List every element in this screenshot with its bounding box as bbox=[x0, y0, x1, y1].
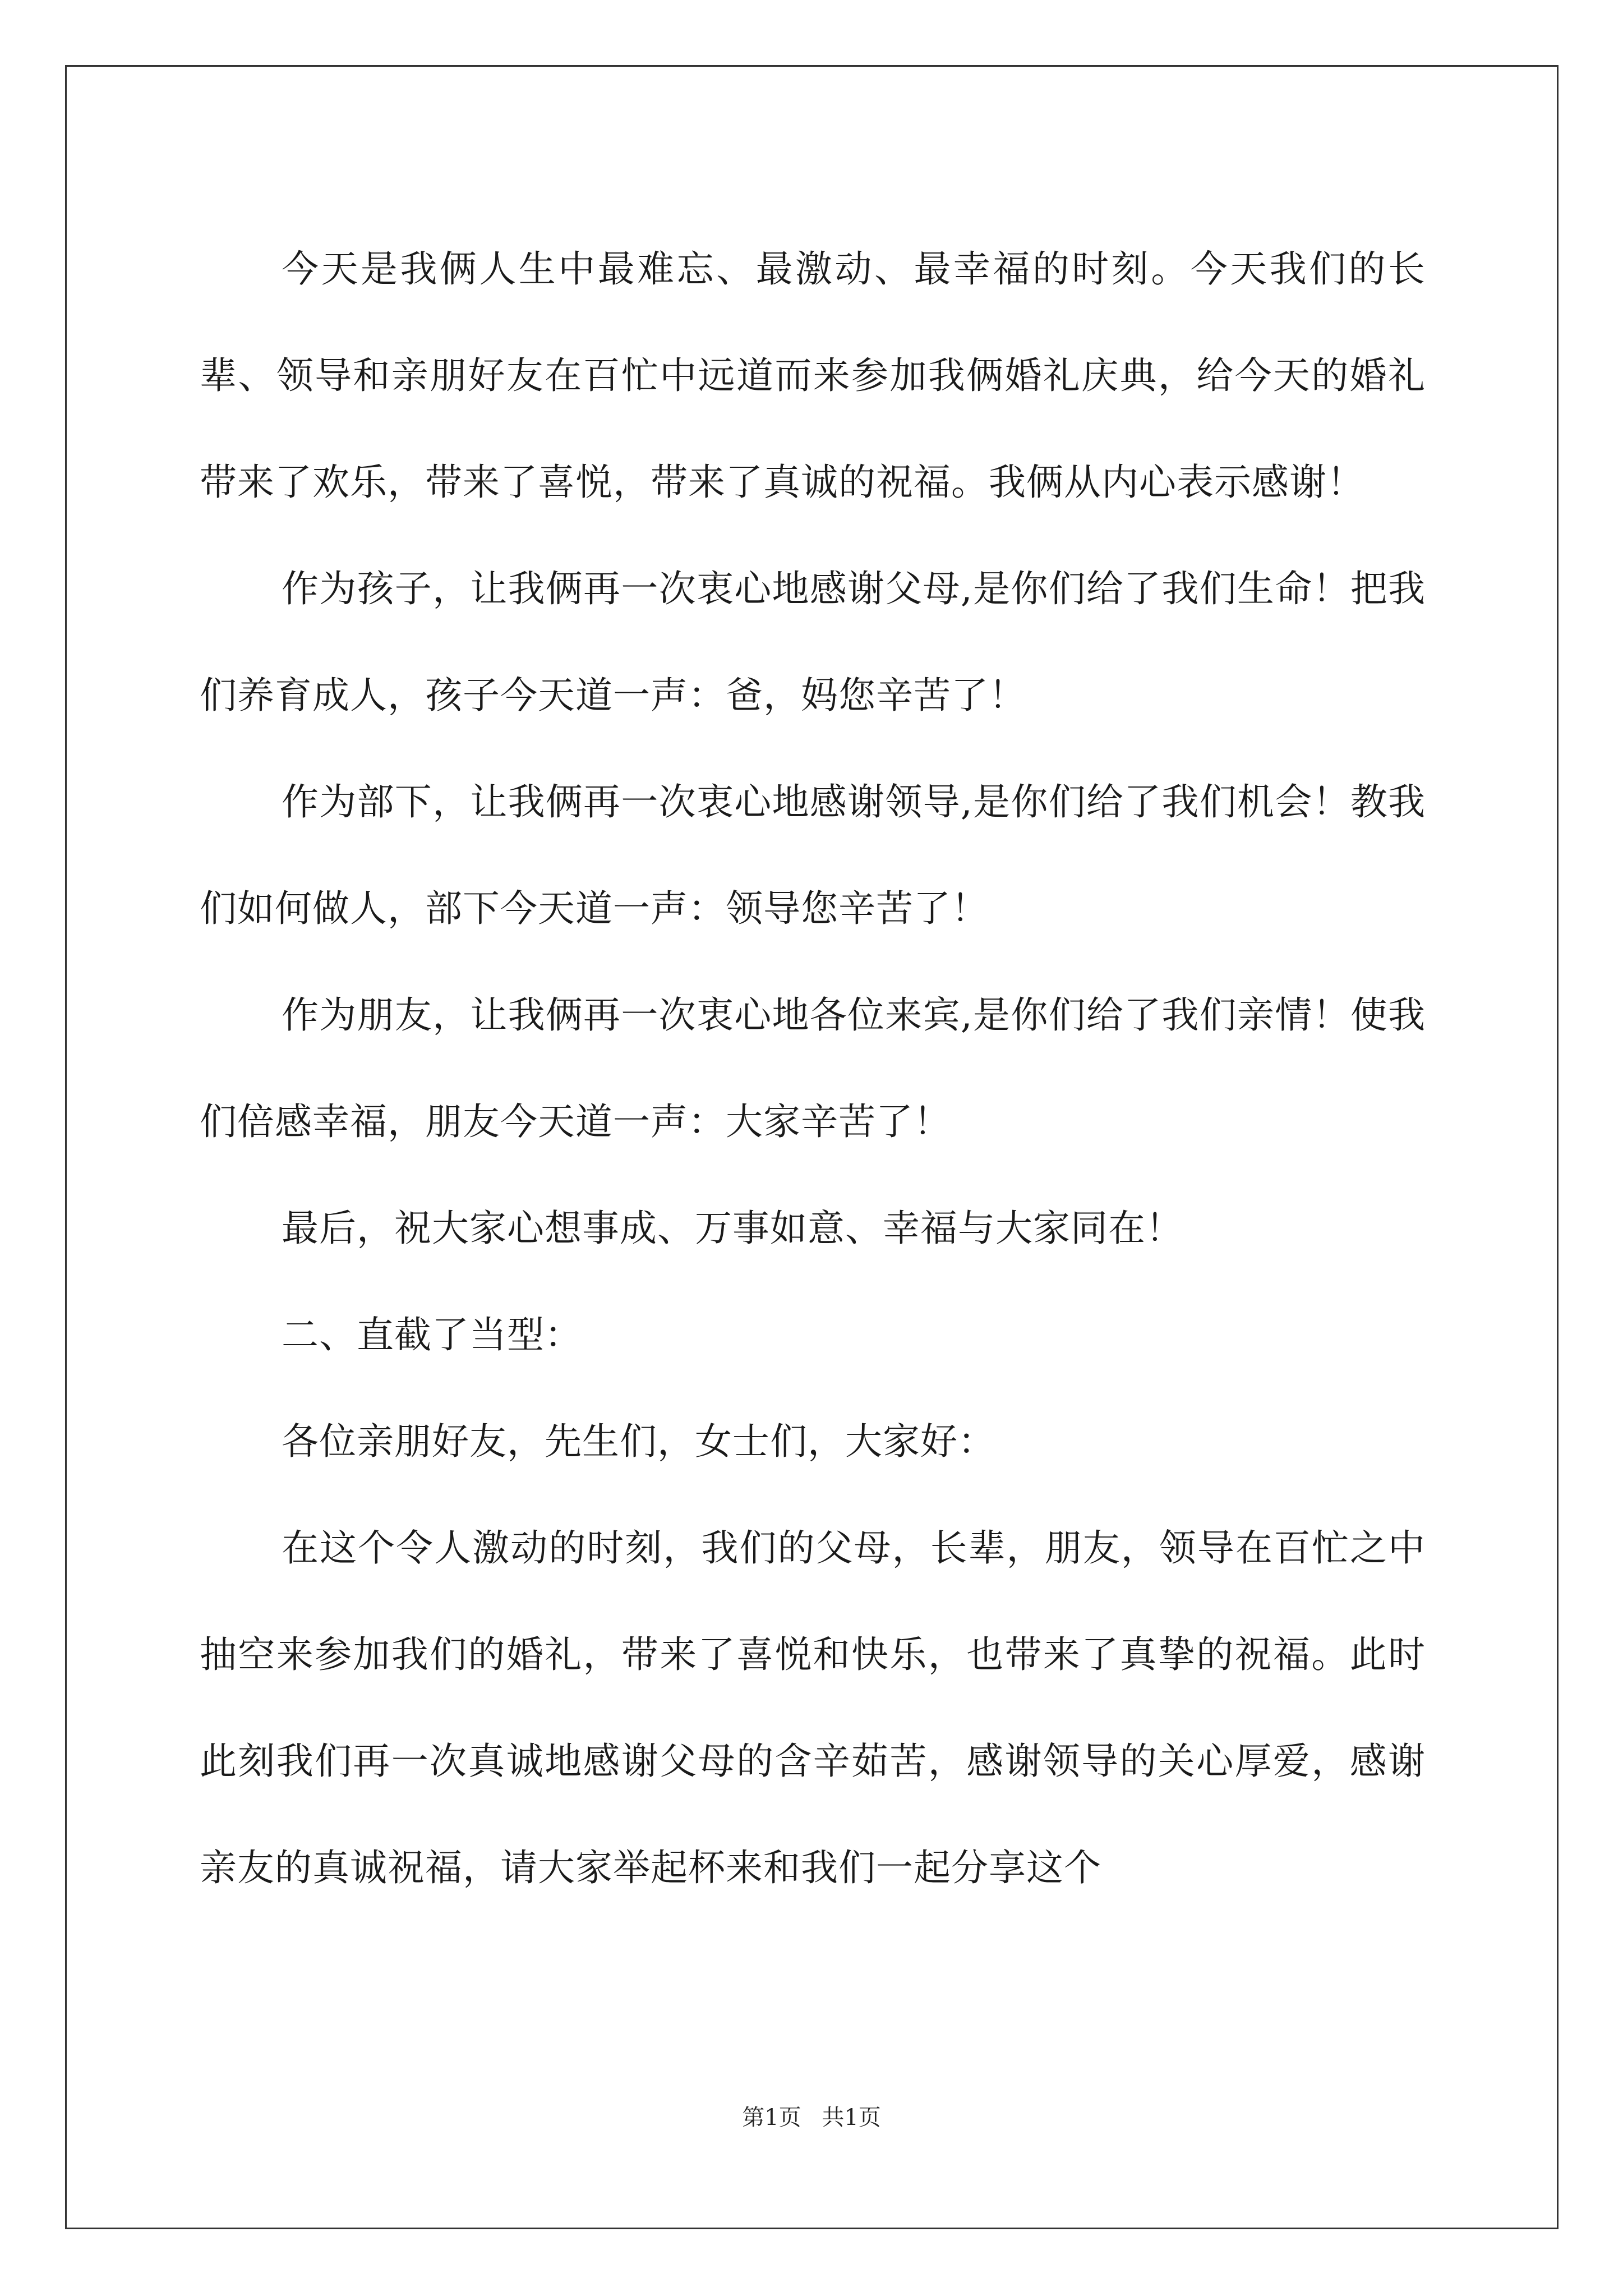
paragraph-8: 在这个令人激动的时刻，我们的父母，长辈，朋友，领导在百忙之中抽空来参加我们的婚礼，带来了喜悦和快乐，也带来了真挚的祝福。此时此刻我们再一次真诚地感谢父母的含辛茹苦，感谢领导的关心厚爱，感谢亲友的真诚祝福，请大家举起杯来和我们一起分享这个 bbox=[200, 1526, 1426, 1889]
paragraph-1: 今天是我俩人生中最难忘、最激动、最幸福的时刻。今天我们的长辈、领导和亲朋好友在百忙中远道而来参加我俩婚礼庆典，给今天的婚礼带来了欢乐，带来了喜悦，带来了真诚的祝福。我俩从内心表示感谢！ bbox=[200, 247, 1426, 504]
page-number: 第1页 bbox=[742, 2105, 801, 2131]
page-total: 共1页 bbox=[822, 2105, 881, 2131]
paragraph-2: 作为孩子，让我俩再一次衷心地感谢父母,是你们给了我们生命！把我们养育成人，孩子今天道一声：爸，妈您辛苦了！ bbox=[200, 567, 1426, 717]
page-footer bbox=[0, 2104, 1623, 2132]
document-body bbox=[200, 216, 1426, 1921]
section-heading: 二、直截了当型： bbox=[282, 1313, 582, 1356]
greeting: 各位亲朋好友，先生们，女士们，大家好： bbox=[282, 1420, 995, 1463]
paragraph-3: 作为部下，让我俩再一次衷心地感谢领导,是你们给了我们机会！教我们如何做人，部下今天道一声：领导您辛苦了！ bbox=[200, 780, 1426, 930]
paragraph-4: 作为朋友，让我俩再一次衷心地各位来宾,是你们给了我们亲情！使我们倍感幸福，朋友今天道一声：大家辛苦了！ bbox=[200, 993, 1426, 1143]
paragraph-5: 最后，祝大家心想事成、万事如意、幸福与大家同在！ bbox=[282, 1207, 1183, 1250]
